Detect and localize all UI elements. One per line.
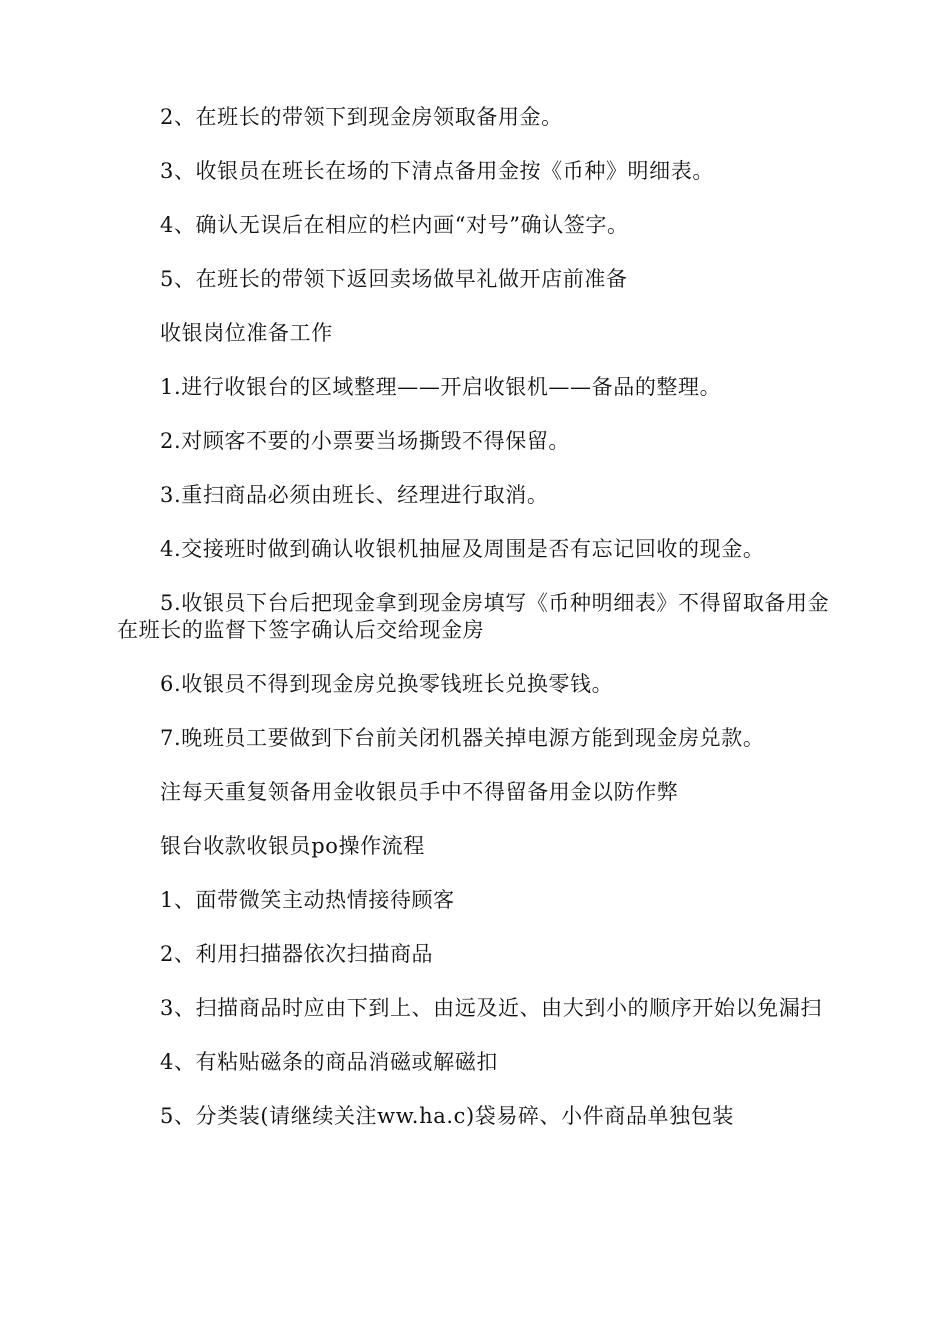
- paragraph-confirm-sign: 4、确认无误后在相应的栏内画“对号”确认签字。: [160, 213, 629, 237]
- paragraph-count-float: 3、收银员在班长在场的下清点备用金按《币种》明细表。: [160, 159, 714, 183]
- paragraph-shift-handover: 4.交接班时做到确认收银机抽屉及周围是否有忘记回收的现金。: [160, 537, 765, 561]
- paragraph-scan-order: 3、扫描商品时应由下到上、由远及近、由大到小的顺序开始以免漏扫: [160, 996, 822, 1020]
- paragraph-scan-items: 2、利用扫描器依次扫描商品: [160, 942, 434, 966]
- document-body: [117, 104, 833, 1157]
- paragraph-night-shift: 7.晚班员工要做到下台前关闭机器关掉电源方能到现金房兑款。: [160, 726, 765, 750]
- section-heading-preparation: 收银岗位准备工作: [160, 321, 333, 345]
- paragraph-tidy-counter: 1.进行收银台的区域整理——开启收银机——备品的整理。: [160, 375, 722, 399]
- paragraph-greet-customer: 1、面带微笑主动热情接待顾客: [160, 888, 455, 912]
- section-heading-pos-process: 银台收款收银员po操作流程: [160, 834, 425, 858]
- paragraph-note: 注每天重复领备用金收银员手中不得留备用金以防作弊: [160, 780, 679, 804]
- paragraph-demagnetize: 4、有粘贴磁条的商品消磁或解磁扣: [160, 1050, 498, 1074]
- paragraph-cash-deposit: 5.收银员下台后把现金拿到现金房填写《币种明细表》不得留取备用金在班长的监督下签字确认后交给现金房: [117, 591, 830, 642]
- paragraph-no-change-exchange: 6.收银员不得到现金房兑换零钱班长兑换零钱。: [160, 672, 614, 696]
- paragraph-destroy-receipts: 2.对顾客不要的小票要当场撕毁不得保留。: [160, 429, 571, 453]
- paragraph-return-floor: 5、在班长的带领下返回卖场做早礼做开店前准备: [160, 267, 628, 291]
- paragraph-bagging: 5、分类装(请继续关注ww.ha.c)袋易碎、小件商品单独包装: [160, 1104, 734, 1128]
- paragraph-rescan-cancel: 3.重扫商品必须由班长、经理进行取消。: [160, 483, 549, 507]
- paragraph-cash-collection: 2、在班长的带领下到现金房领取备用金。: [160, 105, 563, 129]
